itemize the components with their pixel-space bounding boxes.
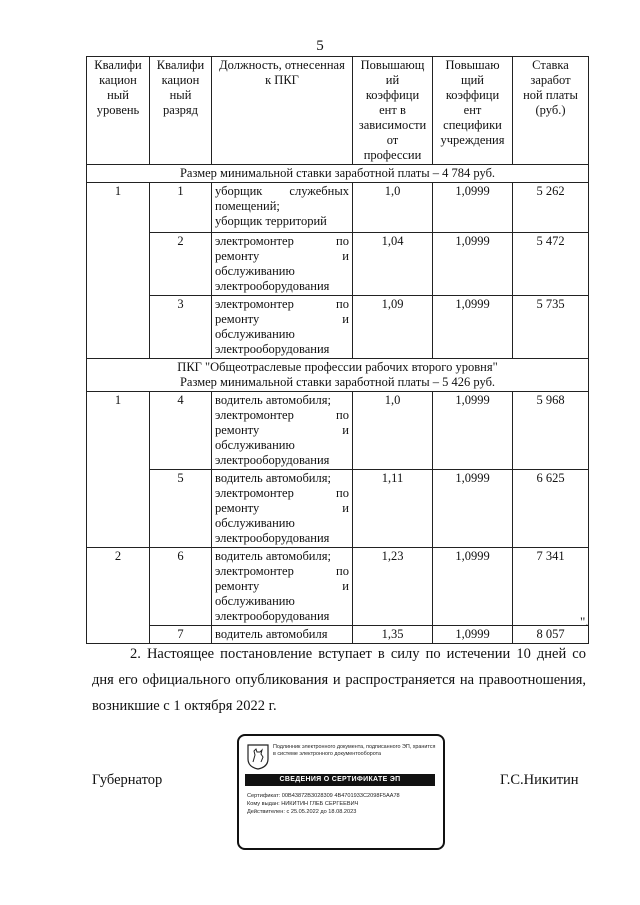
position-line: электромонтер по bbox=[215, 408, 349, 422]
header-line: Ставка bbox=[532, 58, 569, 72]
position-line: электромонтер по bbox=[215, 486, 349, 500]
stamp-valid: Действителен: с 25.05.2022 до 18.08.2023 bbox=[247, 809, 357, 815]
position-line: водитель автомобиля; bbox=[215, 471, 331, 485]
position-cell bbox=[212, 296, 353, 359]
table-row bbox=[87, 392, 589, 470]
header-line: ент bbox=[463, 103, 482, 117]
header-rate bbox=[513, 57, 589, 165]
rate-cell: 6 625 bbox=[513, 470, 589, 548]
header-line: ный bbox=[107, 88, 129, 102]
header-qual-grade bbox=[150, 57, 212, 165]
stamp-owner: Кому выдан: НИКИТИН ГЛЕБ СЕРГЕЕВИЧ bbox=[247, 801, 359, 807]
coef-institution-cell: 1,0999 bbox=[433, 296, 513, 359]
grade-cell: 1 bbox=[150, 183, 212, 233]
position-line: ремонту и bbox=[215, 501, 349, 515]
table-row bbox=[87, 548, 589, 626]
coef-profession-cell: 1,0 bbox=[353, 392, 433, 470]
coef-institution-cell: 1,0999 bbox=[433, 548, 513, 626]
section2-min-rate: Размер минимальной ставки заработной платы – 5 426 руб. bbox=[179, 375, 496, 389]
header-line: профессии bbox=[363, 148, 422, 162]
coat-of-arms-icon bbox=[247, 744, 269, 770]
salary-table bbox=[86, 56, 589, 644]
position-cell bbox=[212, 548, 353, 626]
section2-title-row bbox=[87, 359, 589, 392]
position-line: водитель автомобиля bbox=[215, 627, 328, 641]
rate-cell: 5 735 bbox=[513, 296, 589, 359]
position-line: обслуживанию bbox=[215, 327, 295, 341]
stamp-info bbox=[247, 792, 437, 816]
position-line: обслуживанию bbox=[215, 516, 295, 530]
header-line: зависимости bbox=[358, 118, 427, 132]
header-line: учреждения bbox=[440, 133, 505, 147]
paragraph-effective-date: 2. Настоящее постановление вступает в силу по истечении 10 дней со дня его официального опубликования и распространяется на правоотношения, возникшие с 1 октября 2022 г. bbox=[92, 646, 586, 714]
header-coef-institution bbox=[433, 57, 513, 165]
rate-cell: 5 262 bbox=[513, 183, 589, 233]
header-line: кацион bbox=[99, 73, 137, 87]
coef-profession-cell: 1,0 bbox=[353, 183, 433, 233]
section2-title-cell bbox=[87, 359, 589, 392]
position-cell bbox=[212, 392, 353, 470]
table-row bbox=[87, 296, 589, 359]
stamp-header: СВЕДЕНИЯ О СЕРТИФИКАТЕ ЭП bbox=[245, 774, 435, 786]
position-line: обслуживанию bbox=[215, 594, 295, 608]
coef-institution-cell: 1,0999 bbox=[433, 392, 513, 470]
section2-group-title: ПКГ "Общеотраслевые профессии рабочих второго уровня" bbox=[177, 360, 498, 374]
position-cell bbox=[212, 233, 353, 296]
header-line: к ПКГ bbox=[265, 73, 299, 87]
coef-profession-cell: 1,23 bbox=[353, 548, 433, 626]
header-line: ной платы bbox=[523, 88, 578, 102]
position-line: ремонту и bbox=[215, 249, 349, 263]
position-cell bbox=[212, 470, 353, 548]
header-line: ент в bbox=[379, 103, 406, 117]
header-position bbox=[212, 57, 353, 165]
position-line: ремонту и bbox=[215, 579, 349, 593]
table-row bbox=[87, 183, 589, 233]
rate-cell: 7 341 bbox=[513, 548, 589, 626]
grade-cell: 5 bbox=[150, 470, 212, 548]
stamp-certificate: Сертификат: 00B43872B3028309 4B4701933C2098F5AA78 bbox=[247, 793, 400, 799]
header-line: от bbox=[386, 133, 399, 147]
header-line: коэффици bbox=[365, 88, 420, 102]
header-line: Повышающ bbox=[360, 58, 425, 72]
signatory-name: Г.С.Никитин bbox=[500, 772, 579, 788]
position-line: ремонту и bbox=[215, 312, 349, 326]
grade-cell: 3 bbox=[150, 296, 212, 359]
section2-level-1: 1 bbox=[87, 392, 150, 548]
section2-level-2: 2 bbox=[87, 548, 150, 644]
table-row bbox=[87, 233, 589, 296]
coef-institution-cell: 1,0999 bbox=[433, 470, 513, 548]
section1-min-rate: Размер минимальной ставки заработной платы – 4 784 руб. bbox=[87, 165, 589, 183]
signatory-title: Губернатор bbox=[92, 772, 163, 788]
position-line: электромонтер по bbox=[215, 564, 349, 578]
coef-profession-cell: 1,35 bbox=[353, 626, 433, 644]
position-line: электрооборудования bbox=[215, 609, 330, 623]
position-line: электромонтер по bbox=[215, 234, 349, 248]
header-line: коэффици bbox=[445, 88, 500, 102]
position-line: уборщик служебных bbox=[215, 184, 349, 198]
position-line: электрооборудования bbox=[215, 342, 330, 356]
grade-cell: 6 bbox=[150, 548, 212, 626]
header-line: заработ bbox=[530, 73, 571, 87]
coef-profession-cell: 1,11 bbox=[353, 470, 433, 548]
coef-institution-cell: 1,0999 bbox=[433, 233, 513, 296]
electronic-signature-stamp bbox=[237, 734, 445, 850]
header-line: уровень bbox=[96, 103, 140, 117]
coef-institution-cell: 1,0999 bbox=[433, 626, 513, 644]
rate-cell: 8 057 bbox=[513, 626, 589, 644]
coef-institution-cell: 1,0999 bbox=[433, 183, 513, 233]
table-header-row bbox=[87, 57, 589, 165]
header-coef-profession bbox=[353, 57, 433, 165]
stamp-notice: Подлинник электронного документа, подписанного ЭП, хранится в системе электронного документооборота bbox=[273, 744, 436, 757]
closing-quote: ". bbox=[580, 614, 589, 629]
position-line: обслуживанию bbox=[215, 264, 295, 278]
position-line: водитель автомобиля; bbox=[215, 393, 331, 407]
position-line: электрооборудования bbox=[215, 531, 330, 545]
position-line: уборщик территорий bbox=[215, 214, 327, 228]
header-qual-level bbox=[87, 57, 150, 165]
rate-cell: 5 472 bbox=[513, 233, 589, 296]
table-row bbox=[87, 470, 589, 548]
position-line: электрооборудования bbox=[215, 453, 330, 467]
coef-profession-cell: 1,04 bbox=[353, 233, 433, 296]
grade-cell: 4 bbox=[150, 392, 212, 470]
header-line: разряд bbox=[162, 103, 199, 117]
header-line: Квалифи bbox=[94, 58, 142, 72]
header-line: Должность, отнесенная bbox=[219, 58, 345, 72]
header-line: Квалифи bbox=[156, 58, 205, 72]
position-line: электрооборудования bbox=[215, 279, 330, 293]
section1-min-rate-row bbox=[87, 165, 589, 183]
position-cell bbox=[212, 183, 353, 233]
header-line: Повышаю bbox=[445, 58, 500, 72]
header-line: щий bbox=[460, 73, 484, 87]
rate-cell: 5 968 bbox=[513, 392, 589, 470]
position-line: ремонту и bbox=[215, 423, 349, 437]
position-line: водитель автомобиля; bbox=[215, 549, 331, 563]
position-line: обслуживанию bbox=[215, 438, 295, 452]
header-line: кацион bbox=[161, 73, 200, 87]
position-line: электромонтер по bbox=[215, 297, 349, 311]
grade-cell: 7 bbox=[150, 626, 212, 644]
position-line: помещений; bbox=[215, 199, 280, 213]
section1-level: 1 bbox=[87, 183, 150, 359]
grade-cell: 2 bbox=[150, 233, 212, 296]
coef-profession-cell: 1,09 bbox=[353, 296, 433, 359]
header-line: (руб.) bbox=[535, 103, 566, 117]
header-line: специфики bbox=[443, 118, 502, 132]
page-number: 5 bbox=[316, 38, 324, 54]
header-line: ный bbox=[169, 88, 192, 102]
header-line: ий bbox=[385, 73, 400, 87]
